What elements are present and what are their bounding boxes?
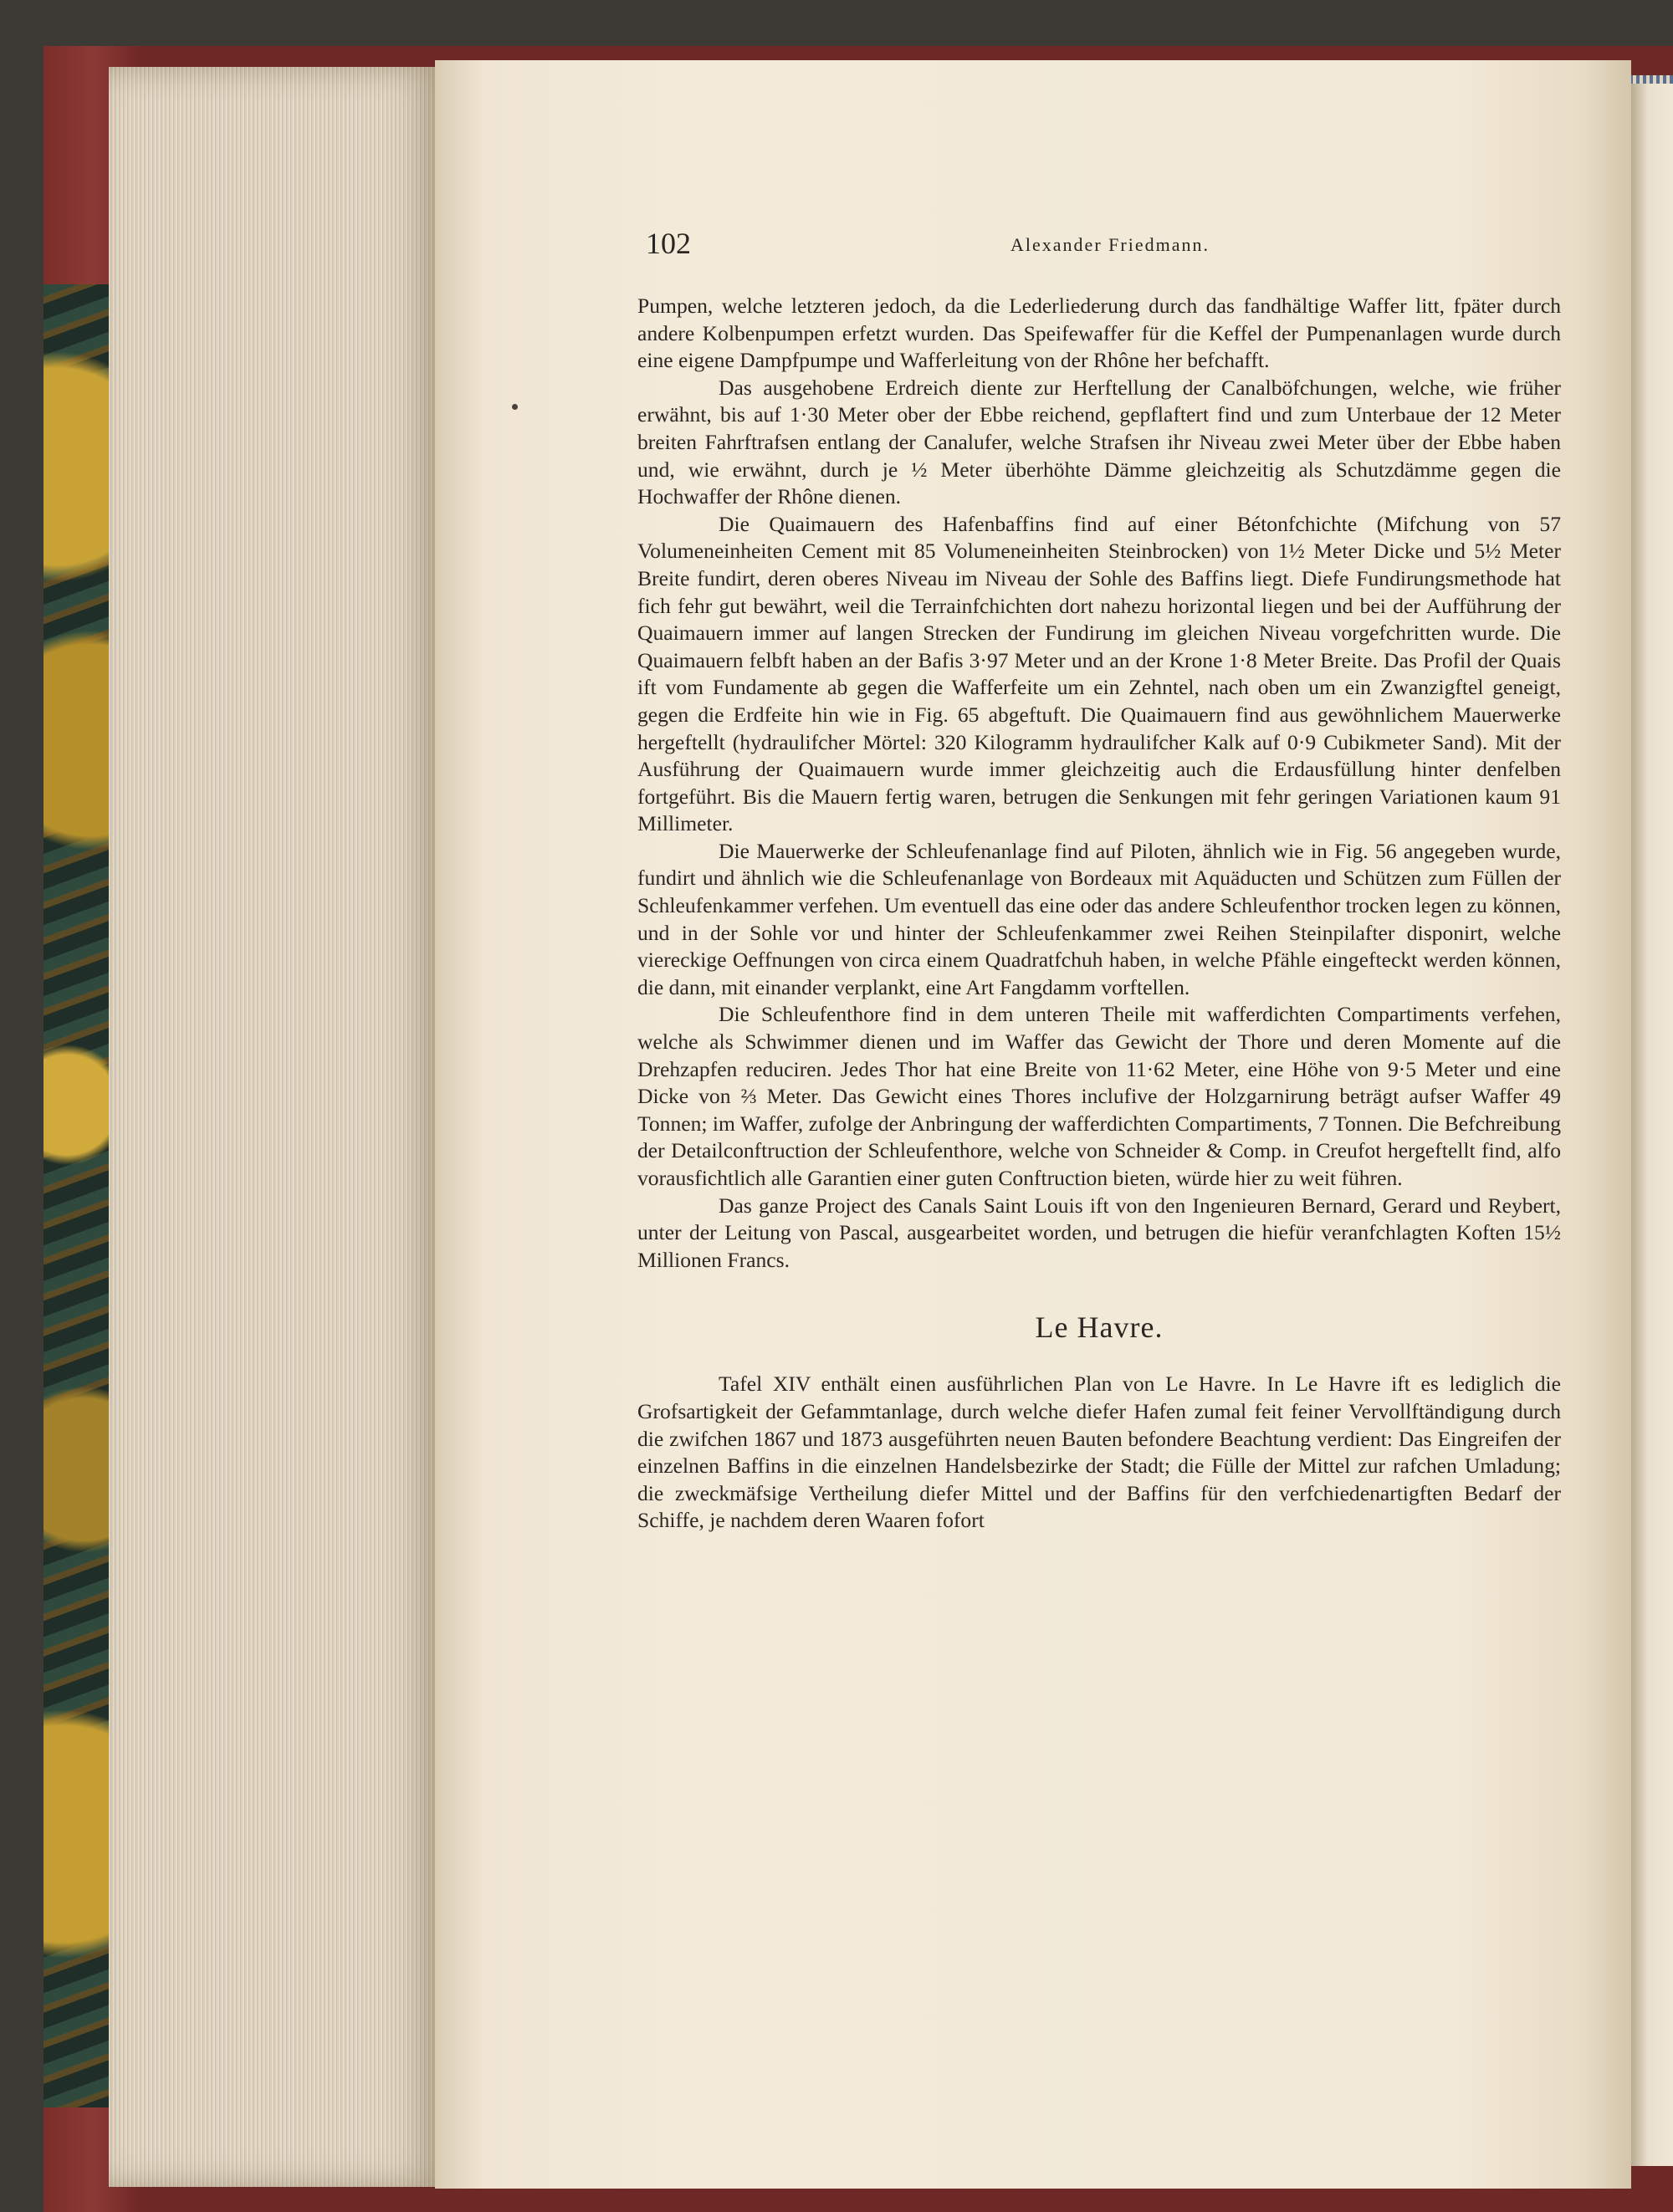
facing-page-edge: [1631, 84, 1673, 2166]
running-head: Alexander Friedmann.: [1010, 234, 1210, 255]
paragraph: Pumpen, welche letzteren jedoch, da die Lederliederung durch das fandhältige Waffer litt, fpäter durch andere Kolbenpumpen erfetzt wurden. Das Speifewaffer für die Keffel der Pumpenanlagen wurde durch eine eigene Dampfpumpe und Wafferleitung von der Rhône her befchafft.: [637, 294, 1561, 373]
body-text: [637, 293, 1561, 1535]
paragraph: Das ausgehobene Erdreich diente zur Herftellung der Canalböfchungen, welche, wie früher erwähnt, bis auf 1·30 Meter ober der Ebbe reichend, gepflaftert find und zum Unterbaue der 12 Meter breiten Fahrftrafsen entlang der Canalufer, welche Strafsen ihr Niveau zwei Meter über der Ebbe haben und, wie erwähnt, durch je ½ Meter überhöhte Dämme gleichzeitig als Schutzdämme gegen die Hochwaffer der Rhône dienen.: [637, 375, 1561, 509]
marbled-edge: [43, 284, 110, 2107]
page-header: [646, 226, 1574, 268]
section-heading: Le Havre.: [1035, 1310, 1164, 1345]
paragraph: Die Mauerwerke der Schleufenanlage find auf Piloten, ähnlich wie in Fig. 56 angegeben wurde, fundirt und ähnlich wie die Schleufenanlage von Bordeaux mit Aquäducten und Schützen zum Füllen der Schleufenkammer verfehen. Um eventuell das eine oder das andere Schleufenthor trocken legen zu können, und in der Sohle vor und hinter der Schleufenkammer zwei Reihen Steinpilafter disponirt, welche viereckige Oeffnungen von circa einem Quadratfchuh haben, in welche Pfähle eingefteckt werden können, die dann, mit einander verplankt, eine Art Fangdamm vorftellen.: [637, 838, 1561, 999]
margin-mark: [512, 404, 518, 410]
paragraph: Die Quaimauern des Hafenbaffins find auf einer Bétonfchichte (Mifchung von 57 Volumeneinheiten Cement mit 85 Volumeneinheiten Steinbrocken) von 1½ Meter Dicke und 5½ Meter Breite fundirt, deren oberes Niveau im Niveau der Sohle des Baffins liegt. Diefe Fundirungsmethode hat fich fehr gut bewährt, weil die Terrainfchichten dort nahezu horizontal liegen und bei der Aufführung der Quaimauern immer auf langen Strecken der Fundirung im gleichen Niveau vorgefchritten wurde. Die Quaimauern felbft haben an der Bafis 3·97 Meter und an der Krone 1·8 Meter Breite. Das Profil der Quais ift vom Fundamente ab gegen die Wafferfeite um ein Zehntel, nach oben um ein Zwanzigftel geneigt, gegen die Erdfeite hin wie in Fig. 65 abgeftuft. Die Quaimauern find aus gewöhnlichem Mauerwerke hergeftellt (hydraulifcher Mörtel: 320 Kilogramm hydraulifcher Kalk auf 0·9 Cubikmeter Sand). Mit der Ausführung der Quaimauern wurde immer gleichzeitig auch die Erdausfüllung hinter denfelben fortgeführt. Bis die Mauern fertig waren, betrugen die Senkungen mit fehr geringen Variationen kaum 91 Millimeter.: [637, 511, 1561, 836]
paragraph: Das ganze Project des Canals Saint Louis ift von den Ingenieuren Bernard, Gerard und Reybert, unter der Leitung von Pascal, ausgearbeitet worden, und betrugen die hiefür veranfchlagten Koften 15½ Millionen Francs.: [637, 1193, 1561, 1272]
page-number: 102: [646, 227, 691, 260]
paragraph: Die Schleufenthore find in dem unteren Theile mit wafferdichten Compartiments verfehen, welche als Schwimmer dienen und im Waffer das Gewicht der Thore und deren Momente auf die Drehzapfen reduciren. Jedes Thor hat eine Breite von 11·62 Meter, eine Höhe von 9·5 Meter und eine Dicke von ⅔ Meter. Das Gewicht eines Thores inclufive der Holzgarnirung beträgt aufser Waffer 49 Tonnen; im Waffer, zufolge der Anbringung der wafferdichten Compartiments, 7 Tonnen. Die Befchreibung der Detailconftruction der Schleufenthore, welche von Schneider & Comp. in Creufot hergeftellt find, alfo vorausfichtlich alle Garantien einer guten Conftruction bieten, würde hier zu weit führen.: [637, 1002, 1561, 1190]
paragraph: Tafel XIV enthält einen ausführlichen Plan von Le Havre. In Le Havre ift es lediglich die Grofsartigkeit der Gefammtanlage, durch welche diefer Hafen zumal feit feiner Vervollftändigung durch die zwifchen 1867 und 1873 ausgeführten neuen Bauten befondere Beachtung verdient: Das Eingreifen der einzelnen Baffins in die einzelnen Handelsbezirke der Stadt; die Fülle der Mittel zur rafchen Umladung; die zweckmäfsige Vertheilung diefer Mittel und der Baffins für den verfchiedenartigften Bedarf der Schiffe, je nachdem deren Waaren fofort: [637, 1372, 1561, 1533]
page-edges: [109, 67, 439, 2187]
